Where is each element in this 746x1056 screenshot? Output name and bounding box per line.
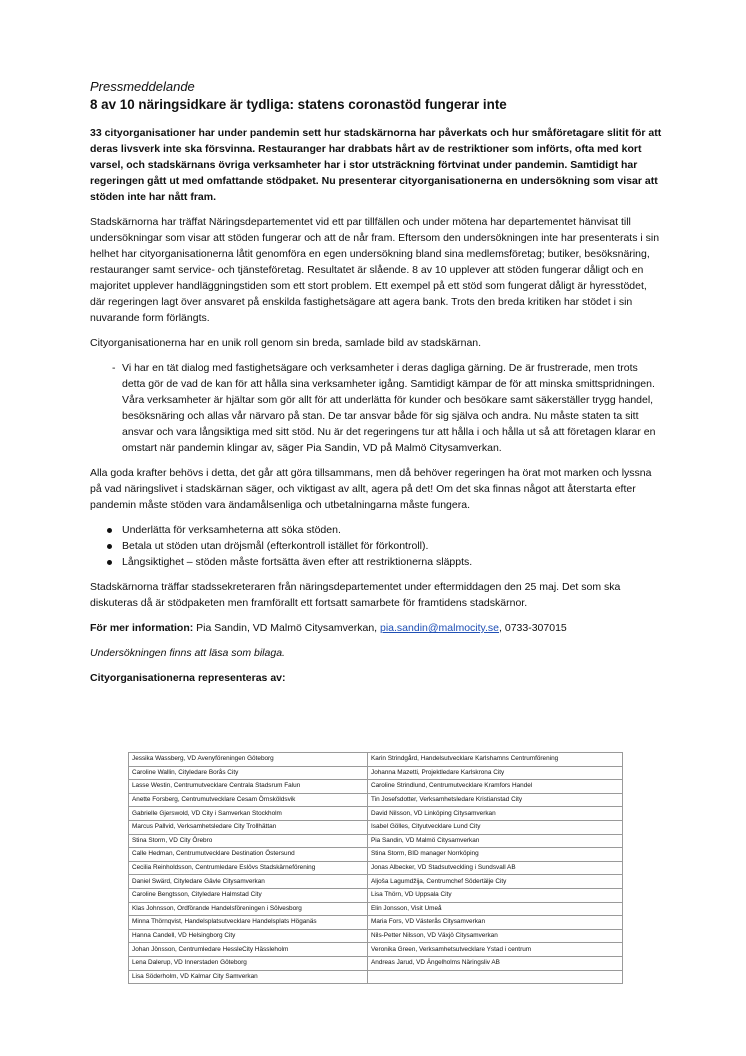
contact-label: För mer information: — [90, 622, 194, 634]
table-cell: Lisa Thörn, VD Uppsala City — [368, 888, 623, 902]
body-paragraph-2: Cityorganisationerna har en unik roll genom sin breda, samlade bild av stadskärnan. — [90, 337, 482, 349]
table-cell: Maria Fors, VD Västerås Citysamverkan — [368, 916, 623, 930]
headline: 8 av 10 näringsidkare är tydliga: statens coronastöd fungerar inte — [90, 97, 507, 112]
document-body — [90, 78, 662, 694]
table-cell — [368, 970, 623, 984]
quote-block — [90, 360, 662, 456]
quote-text: Vi har en tät dialog med fastighetsägare och verksamheter i deras dagliga gärning. De är frustrerade, men trots detta gör de vad de kan för att hålla sina verksamheter igång. Samtidigt kämpar de för att minska smittspridningen. Våra verksamheter är hjältar som gör allt för att underlätta för kunder och besökare samt säkerställer trygg handel, besöksnäring och allas vår närvaro på stan. De tar ansvar både för sig själva och andra. Nu måste staten ta sitt ansvar och vara långsiktiga med sitt stöd. Nu är det regeringens tur att hålla i och hålla ut så att företagen klarar en omstart när pandemin klingar av, säger Pia Sandin, VD på Malmö Citysamverkan. — [122, 362, 656, 454]
list-item: Underlätta för verksamheterna att söka stöden. — [122, 522, 662, 538]
lead-paragraph: 33 cityorganisationer har under pandemin sett hur stadskärnorna har påverkats och hur småföretagare slitit för att deras livsverk inte ska försvinna. Restauranger har drabbats hårt av de restriktioner som införts, ofta med kort varsel, och stadskärnans övriga verksamheter har i stor utsträckning förtvinat under pandemin. Samtidigt har regeringen gått ut med omfattande stödpaket. Nu presenterar cityorganisationerna en undersökning som visar att stöden inte har nått fram. — [90, 127, 662, 203]
table-cell: Isabel Gölles, Cityutvecklare Lund City — [368, 820, 623, 834]
table-row — [129, 848, 623, 862]
table-cell: Caroline Wallin, Cityledare Borås City — [129, 766, 368, 780]
table-cell: Johan Jönsson, Centrumledare HessleCity Hässleholm — [129, 943, 368, 957]
list-item: Långsiktighet – stöden måste fortsätta även efter att restriktionerna släppts. — [122, 554, 662, 570]
contact-phone: , 0733-307015 — [499, 622, 567, 634]
table-cell: Pia Sandin, VD Malmö Citysamverkan — [368, 834, 623, 848]
table-cell: Veronika Green, Verksamhetsutvecklare Ystad i centrum — [368, 943, 623, 957]
table-row — [129, 793, 623, 807]
table-cell: Cecilia Reinholdsson, Centrumledare Eslövs Stadskärneförening — [129, 861, 368, 875]
table-row — [129, 834, 623, 848]
table-row — [129, 766, 623, 780]
table-cell: Hanna Candell, VD Helsingborg City — [129, 929, 368, 943]
table-cell: Nils-Petter Nilsson, VD Växjö Citysamverkan — [368, 929, 623, 943]
table-row — [129, 902, 623, 916]
table-cell: Gabrielle Gjerswold, VD City i Samverkan Stockholm — [129, 807, 368, 821]
list-item: Betala ut stöden utan dröjsmål (efterkontroll istället för förkontroll). — [122, 538, 662, 554]
body-paragraph-3: Alla goda krafter behövs i detta, det går att göra tillsammans, men då behöver regeringen ha örat mot marken och lyssna på vad näringslivet i stadskärnan säger, och viktigast av allt, agera på det! Om det ska finnas något att återstarta efter pandemin måste stöden vara ändamålsenliga och utbetalningarna måste fungera. — [90, 467, 652, 511]
demands-list — [90, 522, 662, 570]
table-cell: Anette Forsberg, Centrumutvecklare Cesam Örnsköldsvik — [129, 793, 368, 807]
table-row — [129, 929, 623, 943]
table-row — [129, 861, 623, 875]
table-cell: Tin Josefsdotter, Verksamhetsledare Kristianstad City — [368, 793, 623, 807]
table-row — [129, 780, 623, 794]
table-cell: Minna Thörnqvist, Handelsplatsutvecklare Handelsplats Höganäs — [129, 916, 368, 930]
document-kicker: Pressmeddelande — [90, 79, 195, 94]
table-cell: Marcus Pallvid, Verksamhetsledare City Trollhättan — [129, 820, 368, 834]
attachment-note: Undersökningen finns att läsa som bilaga. — [90, 647, 285, 659]
representatives-table-body — [129, 753, 623, 984]
table-cell: Elin Jonsson, Visit Umeå — [368, 902, 623, 916]
table-cell: David Nilsson, VD Linköping Citysamverkan — [368, 807, 623, 821]
representatives-heading: Cityorganisationerna representeras av: — [90, 672, 286, 684]
quote-dash: - — [112, 362, 116, 374]
table-row — [129, 888, 623, 902]
table-cell: Caroline Bengtsson, Cityledare Halmstad City — [129, 888, 368, 902]
table-cell: Jessika Wassberg, VD Avenyföreningen Göteborg — [129, 753, 368, 767]
table-cell: Johanna Mazetti, Projektledare Karlskrona City — [368, 766, 623, 780]
table-cell: Calle Hedman, Centrumutvecklare Destination Östersund — [129, 848, 368, 862]
table-row — [129, 820, 623, 834]
table-cell: Caroline Strindlund, Centrumutvecklare Kramfors Handel — [368, 780, 623, 794]
table-cell: Lisa Söderholm, VD Kalmar City Samverkan — [129, 970, 368, 984]
table-row — [129, 956, 623, 970]
table-cell: Jonas Albecker, VD Stadsutveckling i Sundsvall AB — [368, 861, 623, 875]
table-cell: Stina Storm, VD City Örebro — [129, 834, 368, 848]
table-cell: Klas Johnsson, Ordförande Handelsföreningen i Sölvesborg — [129, 902, 368, 916]
table-cell: Andreas Jarud, VD Ängelholms Näringsliv AB — [368, 956, 623, 970]
contact-name: Pia Sandin, VD Malmö Citysamverkan, — [193, 622, 380, 634]
representatives-table — [128, 752, 623, 984]
table-row — [129, 875, 623, 889]
table-row — [129, 916, 623, 930]
table-cell: Karin Strindgård, Handelsutvecklare Karlshamns Centrumförening — [368, 753, 623, 767]
table-row — [129, 970, 623, 984]
table-row — [129, 753, 623, 767]
table-cell: Lasse Westin, Centrumutvecklare Centrala Stadsrum Falun — [129, 780, 368, 794]
body-paragraph-1: Stadskärnorna har träffat Näringsdepartementet vid ett par tillfällen och under mötena har departementet hänvisat till undersökningar som visar att stöden fungerar och att de når fram. Eftersom den undersökningen inte har presenterats i sin helhet har cityorganisationerna låtit genomföra en egen undersökning bland sina medlemsföretag; butiker, besöksnäring, restauranger samt service- och tjänsteföretag. Resultatet är slående. 8 av 10 upplever att stöden fungerar dåligt och en majoritet upplever handläggningstiden som ett stort problem. Ett exempel på ett stöd som fungerat dåligt är hyresstödet, där regeringen lagt över ansvaret på enskilda fastighetsägare att agera bank. Trots den breda kritiken har stödet i sin nuvarande form förlängts. — [90, 216, 660, 324]
table-cell: Daniel Swärd, Cityledare Gävle Citysamverkan — [129, 875, 368, 889]
table-cell: Aljoša Lagumdžija, Centrumchef Södertälje City — [368, 875, 623, 889]
contact-info — [90, 620, 662, 636]
table-cell: Lena Dalerup, VD Innerstaden Göteborg — [129, 956, 368, 970]
table-row — [129, 943, 623, 957]
body-paragraph-4: Stadskärnorna träffar stadssekreteraren från näringsdepartementet under eftermiddagen den 25 maj. Det som ska diskuteras då är stödpaketen men framförallt ett fortsatt samarbete för framtidens stadskärnor. — [90, 581, 621, 609]
table-cell: Stina Storm, BID manager Norrköping — [368, 848, 623, 862]
table-row — [129, 807, 623, 821]
contact-email-link[interactable]: pia.sandin@malmocity.se — [380, 622, 500, 634]
